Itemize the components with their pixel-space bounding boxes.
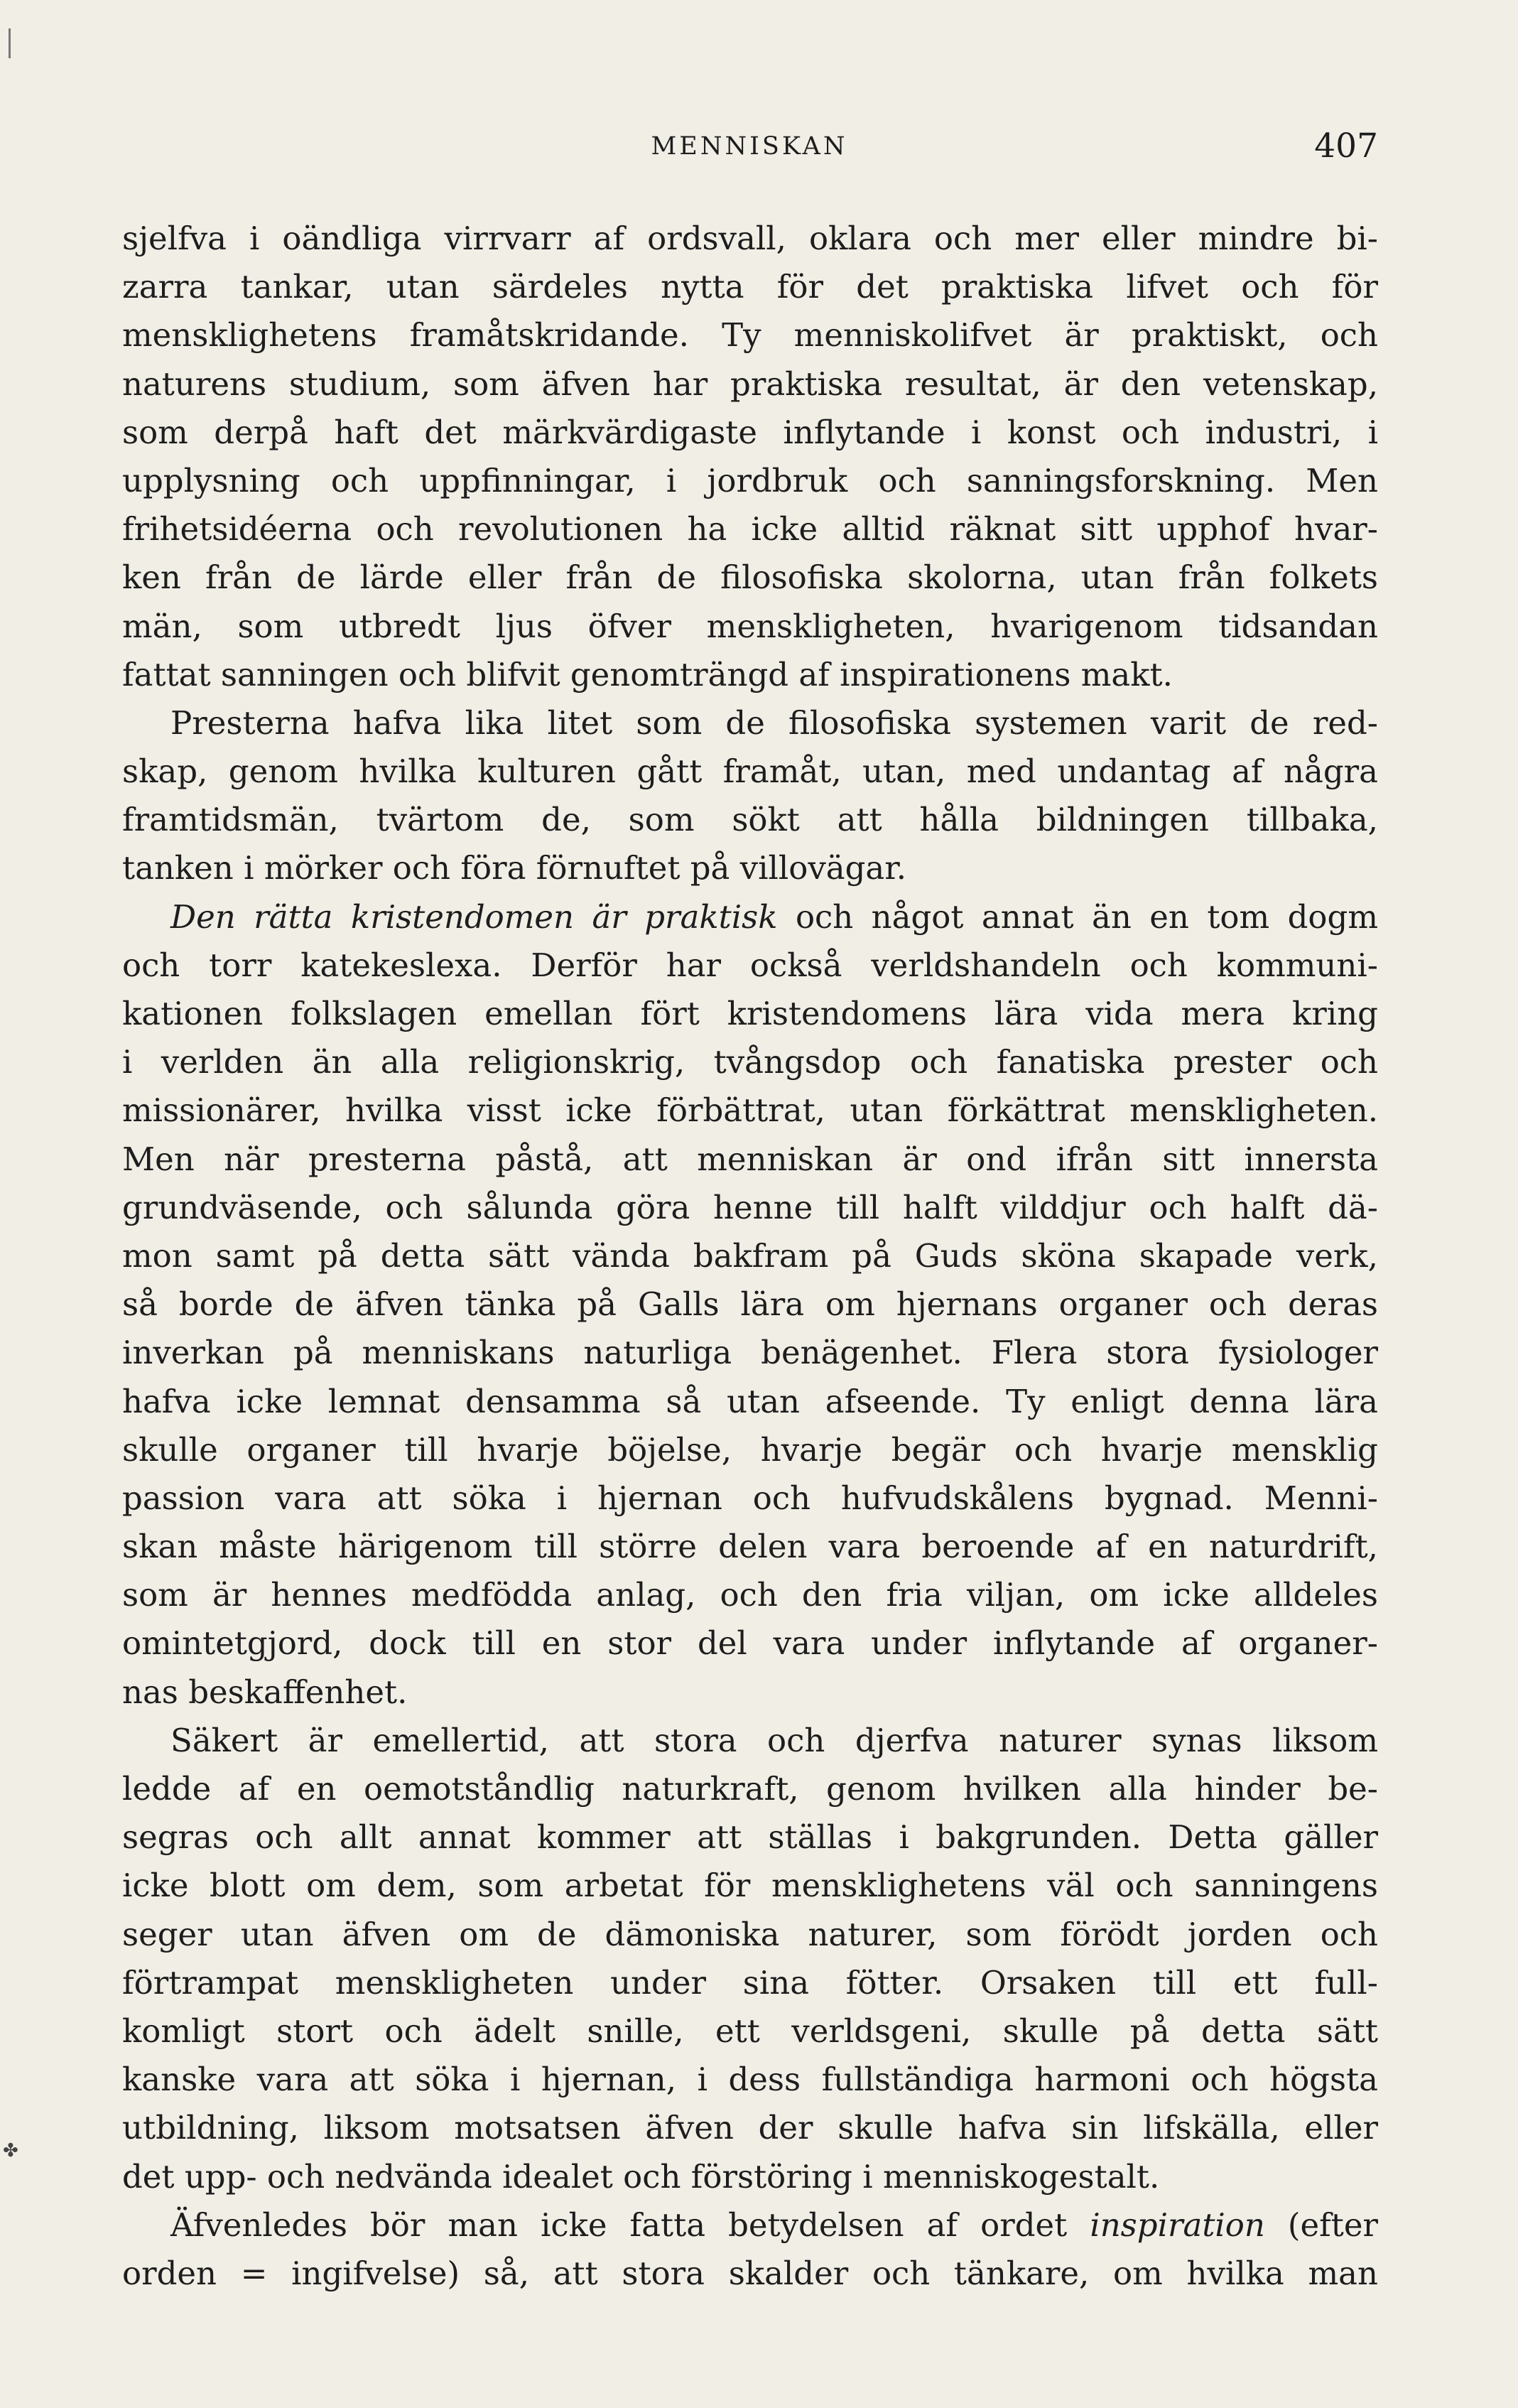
text-line: som derpå haft det märkvärdigaste inflytande i konst och industri, i	[122, 413, 1378, 451]
text-line: passion vara att söka i hjernan och hufvudskålens bygnad. Menni-	[122, 1479, 1378, 1517]
page-edge-mark	[9, 28, 11, 58]
line-rest: och något annat än en tom dogm	[777, 897, 1378, 936]
text-line: kanske vara att söka i hjernan, i dess fullständiga harmoni och högsta	[122, 2061, 1378, 2099]
text-line: i verlden än alla religionskrig, tvångsdop och fanatiska prester och	[122, 1043, 1378, 1081]
text-line: tanken i mörker och föra förnuftet på villovägar.	[122, 849, 907, 887]
running-head: MENNISKAN	[651, 132, 848, 161]
text-line: mensklighetens framåtskridande. Ty menniskolifvet är praktiskt, och	[122, 316, 1378, 355]
text-line: sjelfva i oändliga virrvarr af ordsvall, oklara och mer eller mindre bi-	[122, 220, 1378, 257]
text-line: framtidsmän, tvärtom de, som sökt att hålla bildningen tillbaka,	[122, 801, 1378, 839]
text-line: som är hennes medfödda anlag, och den fria viljan, om icke alldeles	[122, 1576, 1378, 1614]
text-line: kationen folkslagen emellan fört kristendomens lära vida mera kring	[122, 995, 1378, 1032]
italic-phrase: Den rätta kristendomen är praktisk	[170, 897, 778, 936]
text-line: så borde de äfven tänka på Galls lära om hjernans organer och deras	[122, 1285, 1378, 1324]
text-line: utbildning, liksom motsatsen äfven der skulle hafva sin lifskälla, eller	[122, 2109, 1378, 2147]
text-line: män, som utbredt ljus öfver menskligheten, hvarigenom tidsandan	[122, 607, 1378, 645]
text-line: hafva icke lemnat densamma så utan afseende. Ty enligt denna lära	[122, 1382, 1378, 1420]
paragraph-start	[122, 2201, 1378, 2250]
text-line: orden = ingifvelse) så, att stora skalder och tänkare, om hvilka man	[122, 2254, 1378, 2292]
text-line: seger utan äfven om de dämoniska naturer, som förödt jorden och	[122, 1915, 1378, 1953]
paragraph-start-italic	[122, 893, 1378, 941]
text-line: komligt stort och ädelt snille, ett verldsgeni, skulle på detta sätt	[122, 2012, 1378, 2050]
text-line: omintetgjord, dock till en stor del vara under inflytande af organer-	[122, 1624, 1378, 1663]
body-text	[122, 215, 1378, 2298]
line-start: Äfvenledes bör man icke fatta betydelsen af ordet	[170, 2205, 1090, 2244]
text-line: fattat sanningen och blifvit genomträngd af inspirationens makt.	[122, 655, 1173, 693]
page-number: 407	[1314, 126, 1378, 166]
text-line: frihetsidéerna och revolutionen ha icke alltid räknat sitt upphof hvar-	[122, 510, 1378, 549]
line-rest: (efter	[1264, 2205, 1378, 2244]
text-line: skan måste härigenom till större delen vara beroende af en naturdrift,	[122, 1528, 1378, 1566]
text-line: skulle organer till hvarje böjelse, hvarje begär och hvarje mensklig	[122, 1430, 1378, 1469]
margin-ornament: ✤	[3, 2140, 18, 2161]
text-line: upplysning och uppfinningar, i jordbruk och sanningsforskning. Men	[122, 461, 1378, 500]
text-line: segras och allt annat kommer att ställas i bakgrunden. Detta gäller	[122, 1818, 1378, 1857]
text-line: det upp- och nedvända idealet och förstöring i menniskogestalt.	[122, 2157, 1160, 2196]
page-header	[121, 126, 1378, 176]
paragraph-start: Presterna hafva lika litet som de filosofiska systemen varit de red-	[170, 703, 1378, 742]
text-line: skap, genom hvilka kulturen gått framåt, utan, med undantag af några	[122, 752, 1378, 791]
text-line: naturens studium, som äfven har praktiska resultat, är den vetenskap,	[122, 365, 1378, 403]
text-line: nas beskaffenhet.	[122, 1673, 408, 1711]
text-line: mon samt på detta sätt vända bakfram på Guds sköna skapade verk,	[122, 1236, 1378, 1275]
text-line: icke blott om dem, som arbetat för mensklighetens väl och sanningens	[122, 1867, 1378, 1905]
text-line: Men när presterna påstå, att menniskan är ond ifrån sitt innersta	[122, 1140, 1378, 1178]
text-line: grundväsende, och sålunda göra henne till halft vilddjur och halft dä-	[122, 1188, 1378, 1226]
paragraph-start: Säkert är emellertid, att stora och djerfva naturer synas liksom	[170, 1721, 1378, 1759]
text-line: zarra tankar, utan särdeles nytta för det praktiska lifvet och för	[122, 268, 1378, 306]
italic-word: inspiration	[1090, 2205, 1265, 2244]
text-line: inverkan på menniskans naturliga benägenhet. Flera stora fysiologer	[122, 1334, 1378, 1372]
text-line: ken från de lärde eller från de filosofiska skolorna, utan från folkets	[122, 558, 1378, 597]
text-line: och torr katekeslexa. Derför har också verldshandeln och kommuni-	[122, 946, 1378, 984]
text-line: missionärer, hvilka visst icke förbättrat, utan förkättrat menskligheten.	[122, 1091, 1378, 1130]
text-line: ledde af en oemotståndlig naturkraft, genom hvilken alla hinder be-	[122, 1770, 1378, 1808]
text-line: förtrampat menskligheten under sina fötter. Orsaken till ett full-	[122, 1963, 1378, 2002]
